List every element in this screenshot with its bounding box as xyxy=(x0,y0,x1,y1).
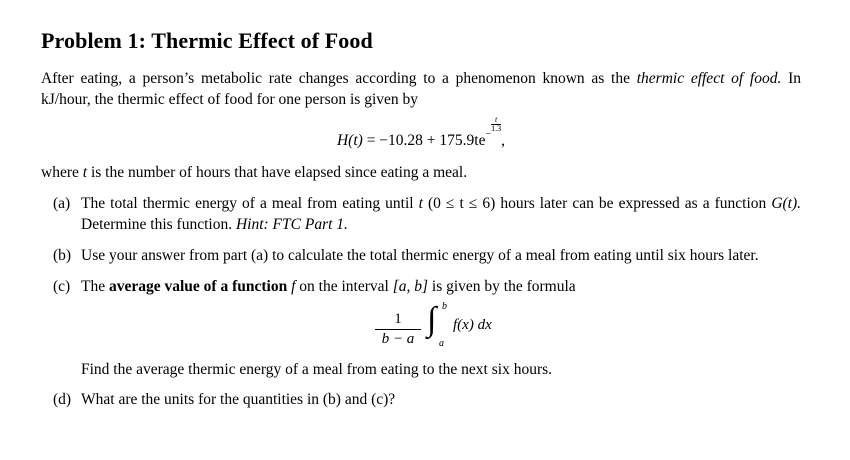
part-a-hint: Hint: FTC Part 1. xyxy=(235,216,348,233)
where-text-b: is the number of hours that have elapsed since eating a meal. xyxy=(90,164,468,181)
integral-sign: ∫ xyxy=(427,301,437,338)
part-a-text-2: hours later can be expressed as a function xyxy=(500,195,767,212)
part-c xyxy=(41,276,801,297)
part-c-fvar: f xyxy=(291,278,296,295)
equation-exponent xyxy=(485,115,502,140)
page-title: Problem 1: Thermic Effect of Food xyxy=(41,28,373,53)
integrand: f(x) dx xyxy=(453,317,492,333)
exponent-denominator: 1.3 xyxy=(491,124,502,133)
part-c-text-2: on the interval xyxy=(299,278,389,295)
formula-denominator: b − a xyxy=(381,331,415,347)
part-d-label: (d) xyxy=(53,391,72,408)
exponent-fraction xyxy=(491,116,501,133)
thermic-equation xyxy=(41,115,801,150)
part-d xyxy=(41,389,801,410)
exponent-sign: − xyxy=(485,129,492,140)
problem-page xyxy=(41,28,801,410)
part-c-bold: average value of a function xyxy=(108,278,288,295)
part-c-text-3: is given by the formula xyxy=(431,278,576,295)
equation-end: , xyxy=(501,132,505,149)
part-b-label: (b) xyxy=(53,247,72,264)
intro-paragraph xyxy=(41,68,801,110)
where-text-a: where xyxy=(41,164,79,181)
where-paragraph xyxy=(41,162,801,183)
intro-term: thermic effect of food. xyxy=(636,70,782,87)
part-b-text: Use your answer from part (a) to calculate the total thermic energy of a meal from eating until six hours later. xyxy=(81,247,759,264)
part-b xyxy=(41,245,801,266)
integral-upper-limit: b xyxy=(442,301,447,312)
exponent-numerator: t xyxy=(491,116,501,125)
formula-fraction xyxy=(375,311,421,348)
part-c-find: Find the average thermic energy of a meal from eating to the next six hours. xyxy=(81,361,553,378)
formula-numerator: 1 xyxy=(375,311,421,330)
part-a-func: G(t). xyxy=(771,195,802,212)
intro-text-1: After eating, a person’s metabolic rate changes according to a phenomenon known as the xyxy=(41,70,630,87)
equation-rhs: = −10.28 + 175.9te xyxy=(362,132,486,149)
part-a-text-3: Determine this function. xyxy=(81,216,233,233)
integral-lower-limit: a xyxy=(439,338,444,349)
intro-text-2: In kJ/hour, the thermic effect of food for one person is given by xyxy=(41,70,802,108)
part-c-text-1: The xyxy=(81,278,106,295)
where-var: t xyxy=(82,164,88,181)
part-d-text: What are the units for the quantities in (b) and (c)? xyxy=(81,391,396,408)
average-value-formula xyxy=(41,301,801,355)
equation-lhs: H(t) xyxy=(336,132,363,149)
part-a xyxy=(41,193,801,235)
part-c-interval: [a, b] xyxy=(392,278,429,295)
part-c-label: (c) xyxy=(53,278,71,295)
part-a-var: t xyxy=(418,195,423,212)
part-a-label: (a) xyxy=(53,195,71,212)
part-a-text-1: The total thermic energy of a meal from eating until xyxy=(81,195,414,212)
part-a-range: (0 ≤ t ≤ 6) xyxy=(427,195,496,212)
